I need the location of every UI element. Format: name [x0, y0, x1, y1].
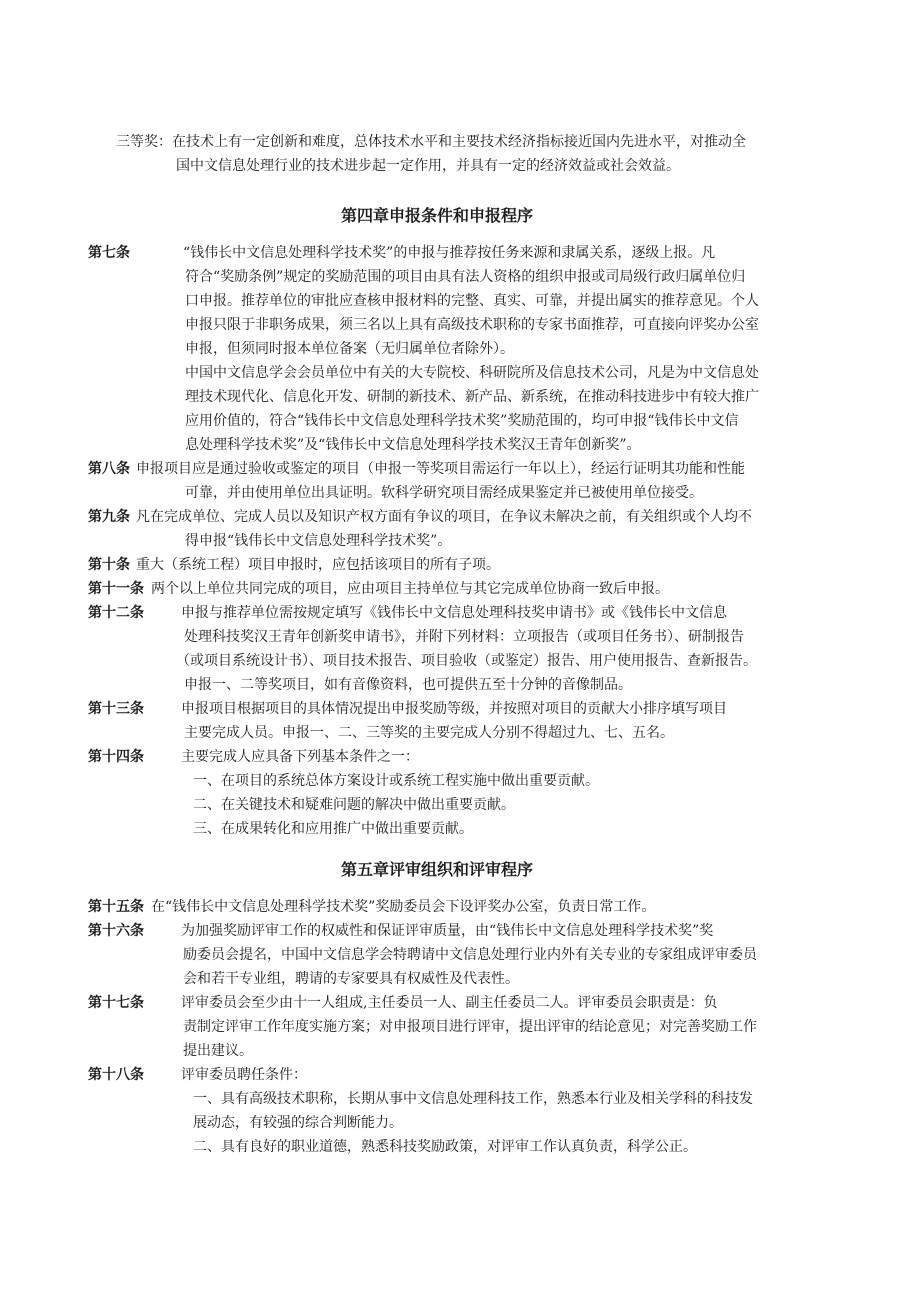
- article-14-label: 第十四条: [88, 749, 144, 765]
- article-13-line-2: 主要完成人员。申报一、二、三等奖的主要完成人分别不得超过九、七、五名。: [184, 725, 674, 741]
- chapter-4-title: 第四章申报条件和申报程序: [341, 206, 534, 225]
- article-14-line-3: 二、在关键技术和疑难问题的解决中做出重要贡献。: [193, 797, 515, 813]
- article-12-line-3: （或项目系统设计书）、项目技术报告、项目验收（或鉴定）报告、用户使用报告、查新报告。: [176, 653, 757, 669]
- article-7-line-5: 申报，但须同时报本单位备案（无归属单位者除外）。: [185, 341, 514, 357]
- article-14-line-4: 三、在成果转化和应用推广中做出重要贡献。: [193, 821, 473, 837]
- article-9-line-2: 得申报“钱伟长中文信息处理科学技术奖”。: [185, 533, 452, 549]
- article-17-line-2: 责制定评审工作年度实施方案；对申报项目进行评审，提出评审的结论意见；对完善奖励工作: [183, 1019, 757, 1035]
- article-15-line-1: 在“钱伟长中文信息处理科学技术奖”奖励委员会下设评奖办公室，负责日常工作。: [151, 899, 656, 915]
- article-11-line-1: 两个以上单位共同完成的项目，应由项目主持单位与其它完成单位协商一致后申报。: [151, 581, 669, 597]
- article-7-line-4: 申报只限于非职务成果，须三名以上具有高级技术职称的专家书面推荐，可直接向评奖办公室: [185, 317, 759, 333]
- article-13-line-1: 申报项目根据项目的具体情况提出申报奖励等级，并按照对项目的贡献大小排序填写项目: [181, 701, 727, 717]
- article-16-label: 第十六条: [88, 923, 144, 939]
- article-17-line-1: 评审委员会至少由十一人组成,主任委员一人、副主任委员二人。评审委员会职责是：负: [181, 995, 718, 1011]
- article-12-line-2: 处理科技奖汉王青年创新奖申请书》，并附下列材料：立项报告（或项目任务书）、研制报告: [184, 629, 744, 645]
- article-18-label: 第十八条: [88, 1067, 144, 1083]
- article-7-line-3: 口申报。推荐单位的审批应查核申报材料的完整、真实、可靠，并提出属实的推荐意见。个人: [185, 293, 759, 309]
- article-12-line-4: 申报一、二等奖项目，如有音像资料，也可提供五至十分钟的音像制品。: [184, 677, 632, 693]
- article-18-line-4: 二、具有良好的职业道德，熟悉科技奖励政策，对评审工作认真负责，科学公正。: [193, 1139, 697, 1155]
- article-16-line-1: 为加强奖励评审工作的权威性和保证评审质量，由“钱伟长中文信息处理科学技术奖”奖: [181, 923, 714, 939]
- third-prize-line-1: 在技术上有一定创新和难度，总体技术水平和主要技术经济指标接近国内先进水平，对推动全: [172, 134, 746, 150]
- article-7-line-9: 息处理科学技术奖”及“钱伟长中文信息处理科学技术奖汉王青年创新奖”。: [185, 437, 641, 453]
- article-17-label: 第十七条: [88, 995, 144, 1011]
- article-16-line-2: 励委员会提名，中国中文信息学会特聘请中文信息处理行业内外有关专业的专家组成评审委员: [183, 947, 757, 963]
- article-15-label: 第十五条: [88, 899, 144, 915]
- article-7-line-6: 中国中文信息学会会员单位中有关的大专院校、科研院所及信息技术公司，凡是为中文信息处: [185, 365, 759, 381]
- article-16-line-3: 会和若干专业组，聘请的专家要具有权威性及代表性。: [183, 971, 519, 987]
- article-7-line-7: 理技术现代化、信息化开发、研制的新技术、新产品、新系统，在推动科技进步中有较大推广: [185, 389, 759, 405]
- article-7-line-8: 应用价值的，符合“钱伟长中文信息处理科学技术奖”奖励范围的，均可申报“钱伟长中文信: [185, 413, 739, 429]
- article-7-label: 第七条: [88, 245, 130, 261]
- article-18-line-1: 评审委员聘任条件：: [181, 1067, 307, 1083]
- article-7-line-1: “钱伟长中文信息处理科学技术奖”的申报与推荐按任务来源和隶属关系，逐级上报。凡: [183, 245, 716, 261]
- article-8-label: 第八条: [88, 461, 130, 477]
- article-14-line-2: 一、在项目的系统总体方案设计或系统工程实施中做出重要贡献。: [193, 773, 599, 789]
- article-14-line-1: 主要完成人应具备下列基本条件之一：: [181, 749, 419, 765]
- article-9-label: 第九条: [88, 509, 130, 525]
- article-18-line-2: 一、具有高级技术职称，长期从事中文信息处理科技工作，熟悉本行业及相关学科的科技发: [193, 1091, 753, 1107]
- article-8-line-1: 申报项目应是通过验收或鉴定的项目（申报一等奖项目需运行一年以上），经运行证明其功能和性能: [136, 461, 745, 477]
- article-13-label: 第十三条: [88, 701, 144, 717]
- article-10-label: 第十条: [88, 557, 130, 573]
- article-12-line-1: 申报与推荐单位需按规定填写《钱伟长中文信息处理科技奖申请书》或《钱伟长中文信息: [181, 605, 727, 621]
- article-7-line-2: 符合“奖励条例”规定的奖励范围的项目由具有法人资格的组织申报或司局级行政归属单位归: [185, 269, 746, 285]
- third-prize-label: 三等奖：: [116, 134, 172, 150]
- article-12-label: 第十二条: [88, 605, 144, 621]
- article-8-line-2: 可靠，并由使用单位出具证明。软科学研究项目需经成果鉴定并已被使用单位接受。: [185, 485, 703, 501]
- article-17-line-3: 提出建议。: [183, 1043, 253, 1059]
- article-10-line-1: 重大（系统工程）项目申报时，应包括该项目的所有子项。: [136, 557, 500, 573]
- third-prize-line-2: 国中文信息处理行业的技术进步起一定作用，并具有一定的经济效益或社会效益。: [176, 158, 680, 174]
- chapter-5-title: 第五章评审组织和评审程序: [341, 860, 534, 879]
- article-11-label: 第十一条: [88, 581, 144, 597]
- article-18-line-3: 展动态，有较强的综合判断能力。: [193, 1115, 403, 1131]
- article-9-line-1: 凡在完成单位、完成人员以及知识产权方面有争议的项目，在争议未解决之前，有关组织或个人均不: [136, 509, 752, 525]
